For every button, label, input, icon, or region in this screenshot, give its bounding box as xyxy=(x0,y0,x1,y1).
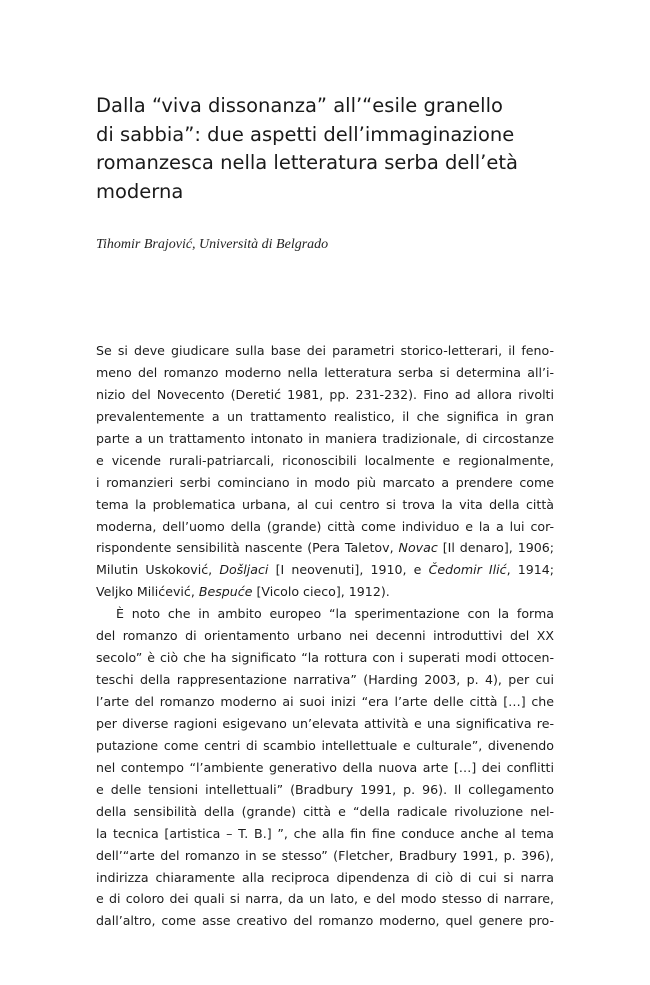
author-affiliation: Tihomir Brajović, Università di Belgrado xyxy=(96,237,329,252)
work-title-italic: Novac xyxy=(398,540,438,556)
title-line: romanzesca nella letteratura serba dell’età xyxy=(96,151,518,174)
text-line: prevalentemente a un trattamento realistico, il che significa in gran xyxy=(96,408,554,424)
text-line: teschi della rappresentazione narrativa” (Harding 2003, p. 4), per cui xyxy=(96,672,554,688)
text-line: moderna, dell’uomo della (grande) città come individuo e la a lui cor- xyxy=(96,518,554,534)
text-line: e vicende rurali-patriarcali, riconoscibili localmente e regionalmente, xyxy=(96,452,554,468)
text-line: parte a un trattamento intonato in maniera tradizionale, di circostanze xyxy=(96,430,554,446)
work-title-italic: Bespuće xyxy=(198,584,253,600)
text-line: della sensibilità della (grande) città e “della radicale rivoluzione nel- xyxy=(96,803,554,819)
title-line: di sabbia”: due aspetti dell’immaginazione xyxy=(96,122,515,146)
text-segment: [Il denaro], 1906; xyxy=(437,540,554,556)
text-line: la tecnica [artistica – T. B.] ”, che alla fin fine conduce anche al tema xyxy=(96,825,554,841)
body-text xyxy=(96,340,554,932)
text-line: secolo” è ciò che ha significato “la rottura con i superati modi ottocen- xyxy=(96,650,554,666)
work-title-italic: Došljaci xyxy=(219,562,269,578)
text-line: e delle tensioni intellettuali” (Bradbury 1991, p. 96). Il collegamento xyxy=(96,781,554,797)
text-line xyxy=(96,581,554,603)
text-line: nizio del Novecento (Deretić 1981, pp. 231-232). Fino ad allora rivolti xyxy=(96,386,554,402)
text-line: i romanzieri serbi cominciano in modo più marcato a prendere come xyxy=(96,474,554,490)
text-line xyxy=(96,537,554,559)
text-line: per diverse ragioni esigevano un’elevata attività e una significativa re- xyxy=(96,715,554,731)
text-segment: [I neovenuti], 1910, e xyxy=(268,562,429,578)
text-line: Se si deve giudicare sulla base dei parametri storico-letterari, il feno- xyxy=(96,343,554,358)
text-line: È noto che in ambito europeo “la sperimentazione con la forma xyxy=(116,606,554,622)
article-title xyxy=(96,92,566,206)
text-line: nel contempo “l’ambiente generativo della nuova arte […] dei conflitti xyxy=(96,759,554,775)
text-line: dell’“arte del romanzo in se stesso” (Fletcher, Bradbury 1991, p. 396), xyxy=(96,847,554,863)
work-title-italic: Čedomir Ilić xyxy=(428,562,507,578)
title-line: moderna xyxy=(96,179,184,203)
text-line: indirizza chiaramente alla reciproca dipendenza di ciò di cui si narra xyxy=(96,869,554,885)
text-line: e di coloro dei quali si narra, da un lato, e del modo stesso di narrare, xyxy=(96,891,554,907)
text-segment: Milutin Uskoković, xyxy=(96,562,220,578)
text-segment: [Vicolo cieco], 1912). xyxy=(252,584,390,600)
text-line: tema la problematica urbana, al cui centro si trova la vita della città xyxy=(96,496,554,512)
text-line xyxy=(96,559,554,581)
text-line: putazione come centri di scambio intellettuale e culturale”, divenendo xyxy=(96,737,554,753)
text-line: l’arte del romanzo moderno ai suoi inizi “era l’arte delle città […] che xyxy=(96,694,554,709)
text-line: del romanzo di orientamento urbano nei decenni introduttivi del XX xyxy=(96,628,554,644)
text-line: meno del romanzo moderno nella letteratura serba si determina all’i- xyxy=(96,364,554,380)
text-segment: rispondente sensibilità nascente (Pera Taletov, xyxy=(96,540,399,556)
text-segment: , 1914; xyxy=(506,562,555,578)
text-segment: Veljko Milićević, xyxy=(96,584,199,600)
text-line: dall’altro, come asse creativo del romanzo moderno, quel genere pro- xyxy=(96,913,554,929)
title-line: Dalla “viva dissonanza” all’“esile granello xyxy=(96,94,503,117)
